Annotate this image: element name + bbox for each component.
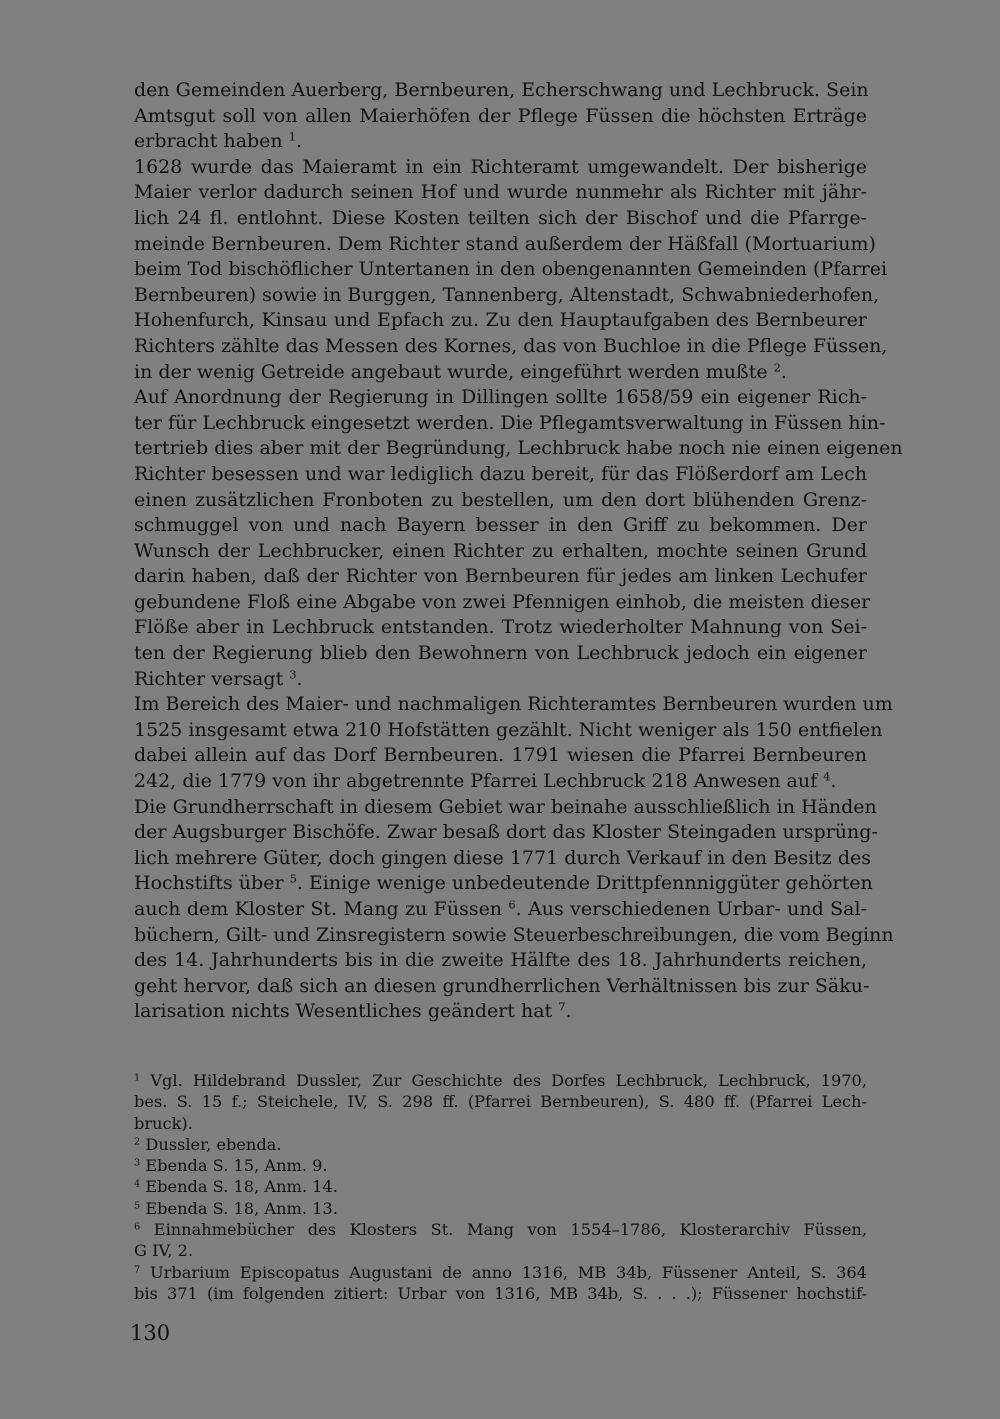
footnote-line: [134, 1262, 867, 1283]
text-fragment: .: [295, 130, 303, 153]
paragraph-1: [134, 78, 867, 155]
footnote-line: [134, 1134, 867, 1155]
text-line: schmuggel von und nach Bayern besser in den Griff zu bekommen. Der: [134, 514, 867, 537]
text-line: Bernbeuren) sowie in Burggen, Tannenberg, Altenstadt, Schwabniederhofen,: [134, 283, 880, 306]
footnote-text: Ebenda S. 18, Anm. 14.: [145, 1177, 338, 1197]
footnotes: [134, 1070, 867, 1304]
text-line: ter für Lechbruck eingesetzt werden. Die Pflegamtsverwaltung in Füssen hin-: [134, 411, 886, 434]
page-number: 130: [130, 1321, 171, 1345]
footnote-line: G IV, 2.: [134, 1241, 194, 1261]
text-fragment: .: [565, 1000, 572, 1023]
text-line: meinde Bernbeuren. Dem Richter stand außerdem der Häßfall (Mortuarium): [134, 232, 876, 255]
footnote-ref[interactable]: 4: [823, 769, 831, 784]
footnote-3: [134, 1155, 867, 1176]
text-line: 1525 insgesamt etwa 210 Hofstätten gezählt. Nicht weniger als 150 entfielen: [134, 718, 883, 741]
footnote-number: 3: [134, 1157, 141, 1169]
paragraph-2: [134, 155, 888, 385]
text-line: [134, 360, 867, 386]
text-fragment: 242, die 1779 von ihr abgetrennte Pfarrei Lechbruck 218 Anwesen auf: [134, 770, 818, 793]
footnote-5: [134, 1198, 867, 1219]
text-fragment: . Aus verschiedenen Urbar- und Sal-: [515, 898, 867, 920]
footnote-text: Dussler, ebenda.: [145, 1134, 282, 1154]
text-line: den Gemeinden Auerberg, Bernbeuren, Echerschwang und Lechbruck. Sein: [134, 79, 869, 101]
text-fragment: erbracht haben: [134, 130, 283, 153]
text-line: [134, 667, 867, 693]
text-fragment: auch dem Kloster St. Mang zu Füssen: [134, 898, 503, 920]
text-line: beim Tod bischöflicher Untertanen in den obengenannten Gemeinden (Pfarrei: [134, 258, 888, 281]
footnote-ref[interactable]: 2: [773, 360, 781, 375]
text-line: gebundene Floß eine Abgabe von zwei Pfennigen einhob, die meisten dieser: [134, 590, 871, 613]
footnote-line: bruck).: [134, 1113, 193, 1133]
text-line: Auf Anordnung der Regierung in Dillingen sollte 1658/59 ein eigener Rich-: [134, 386, 867, 409]
footnote-text: Ebenda S. 15, Anm. 9.: [145, 1156, 328, 1176]
text-line: des 14. Jahrhunderts bis in die zweite Hälfte des 18. Jahrhunderts reichen,: [134, 949, 867, 972]
footnote-text: Ebenda S. 18, Anm. 13.: [145, 1198, 338, 1218]
text-line: lich 24 fl. entlohnt. Diese Kosten teilten sich der Bischof und die Pfarrge-: [134, 206, 867, 229]
footnote-number: 1: [134, 1072, 141, 1084]
footnote-line: bis 371 (im folgenden zitiert: Urbar von 1316, MB 34b, S. . . .); Füssener hochstif-: [134, 1283, 867, 1303]
footnote-number: 5: [134, 1200, 141, 1212]
footnote-text: Urbarium Episcopatus Augustani de anno 1316, MB 34b, Füssener Anteil, S. 364: [149, 1262, 867, 1282]
text-line: darin haben, daß der Richter von Bernbeuren für jedes am linken Lechufer: [134, 565, 867, 588]
main-text: [134, 78, 903, 1025]
footnote-6: [134, 1219, 867, 1262]
text-line: Maier verlor dadurch seinen Hof und wurde nunmehr als Richter mit jähr-: [134, 181, 867, 204]
footnote-2: [134, 1134, 867, 1155]
text-line: Hohenfurch, Kinsau und Epfach zu. Zu den Hauptaufgaben des Bernbeurer: [134, 309, 867, 332]
footnote-line: [134, 1198, 867, 1219]
footnote-4: [134, 1176, 867, 1197]
text-fragment: . Einige wenige unbedeutende Drittpfennniggüter gehörten: [296, 872, 873, 895]
footnote-line: [134, 1070, 867, 1091]
text-fragment: Richter versagt: [134, 667, 284, 690]
text-fragment: .: [830, 770, 837, 793]
footnote-ref[interactable]: 1: [288, 129, 296, 144]
text-line: Amtsgut soll von allen Maierhöfen der Pflege Füssen die höchsten Erträge: [134, 104, 867, 127]
footnote-line: [134, 1219, 867, 1240]
footnote-line: bes. S. 15 f.; Steichele, IV, S. 298 ff. (Pfarrei Bernbeuren), S. 480 ff. (Pfarrei Lech-: [134, 1092, 867, 1112]
text-line: Wunsch der Lechbrucker, einen Richter zu erhalten, mochte seinen Grund: [134, 539, 867, 562]
text-line: büchern, Gilt- und Zinsregistern sowie Steuerbeschreibungen, die vom Beginn: [134, 923, 894, 946]
text-line: geht hervor, daß sich an diesen grundherrlichen Verhältnissen bis zur Säku-: [134, 974, 870, 997]
footnote-ref[interactable]: 6: [508, 897, 516, 912]
text-fragment: larisation nichts Wesentliches geändert hat: [134, 1000, 553, 1023]
text-line: lich mehrere Güter, doch gingen diese 1771 durch Verkauf in den Besitz des: [134, 846, 871, 869]
text-line: Richters zählte das Messen des Kornes, das von Buchloe in die Pflege Füssen,: [134, 334, 888, 357]
text-line: dabei allein auf das Dorf Bernbeuren. 1791 wiesen die Pfarrei Bernbeuren: [134, 744, 867, 767]
footnote-text: Vgl. Hildebrand Dussler, Zur Geschichte des Dorfes Lechbruck, Lechbruck, 1970,: [150, 1071, 867, 1090]
text-line: 1628 wurde das Maieramt in ein Richteramt umgewandelt. Der bisherige: [134, 155, 867, 178]
text-line: [134, 999, 867, 1025]
text-line: [134, 769, 867, 795]
footnote-number: 4: [134, 1179, 141, 1191]
footnote-ref[interactable]: 5: [289, 872, 297, 887]
footnote-number: 6: [134, 1221, 141, 1233]
footnote-number: 7: [134, 1264, 141, 1276]
paragraph-5: [134, 795, 894, 1025]
text-line: Im Bereich des Maier- und nachmaligen Richteramtes Bernbeuren wurden um: [134, 693, 893, 716]
footnote-number: 2: [134, 1136, 141, 1148]
text-fragment: .: [780, 360, 787, 383]
text-line: Die Grundherrschaft in diesem Gebiet war beinahe ausschließlich in Händen: [134, 795, 877, 818]
text-line: ten der Regierung blieb den Bewohnern von Lechbruck jedoch ein eigener: [134, 642, 867, 665]
text-fragment: .: [296, 667, 303, 690]
footnote-1: [134, 1070, 867, 1134]
text-line: Flöße aber in Lechbruck entstanden. Trotz wiederholter Mahnung von Sei-: [134, 616, 867, 639]
text-line: [134, 897, 867, 923]
text-line: einen zusätzlichen Fronboten zu bestellen, um den dort blühenden Grenz-: [134, 488, 867, 511]
text-line: [134, 871, 873, 897]
text-fragment: in der wenig Getreide angebaut wurde, eingeführt werden mußte: [134, 360, 768, 383]
footnote-text: Einnahmebücher des Klosters St. Mang von 1554–1786, Klosterarchiv Füssen,: [153, 1220, 867, 1240]
text-fragment: Hochstifts über: [134, 872, 284, 895]
text-line: tertrieb dies aber mit der Begründung, Lechbruck habe noch nie einen eigenen: [134, 437, 903, 460]
footnote-ref[interactable]: 3: [289, 667, 297, 682]
footnote-ref[interactable]: 7: [558, 1000, 566, 1015]
paragraph-4: [134, 692, 893, 794]
footnote-line: [134, 1176, 867, 1197]
footnote-line: [134, 1155, 867, 1176]
text-line: der Augsburger Bischöfe. Zwar besaß dort das Kloster Steingaden ursprüng-: [134, 821, 878, 844]
text-line: [134, 129, 867, 155]
footnote-7: [134, 1262, 867, 1305]
paragraph-3: [134, 385, 903, 692]
text-line: Richter besessen und war lediglich dazu bereit, für das Flößerdorf am Lech: [134, 462, 867, 485]
